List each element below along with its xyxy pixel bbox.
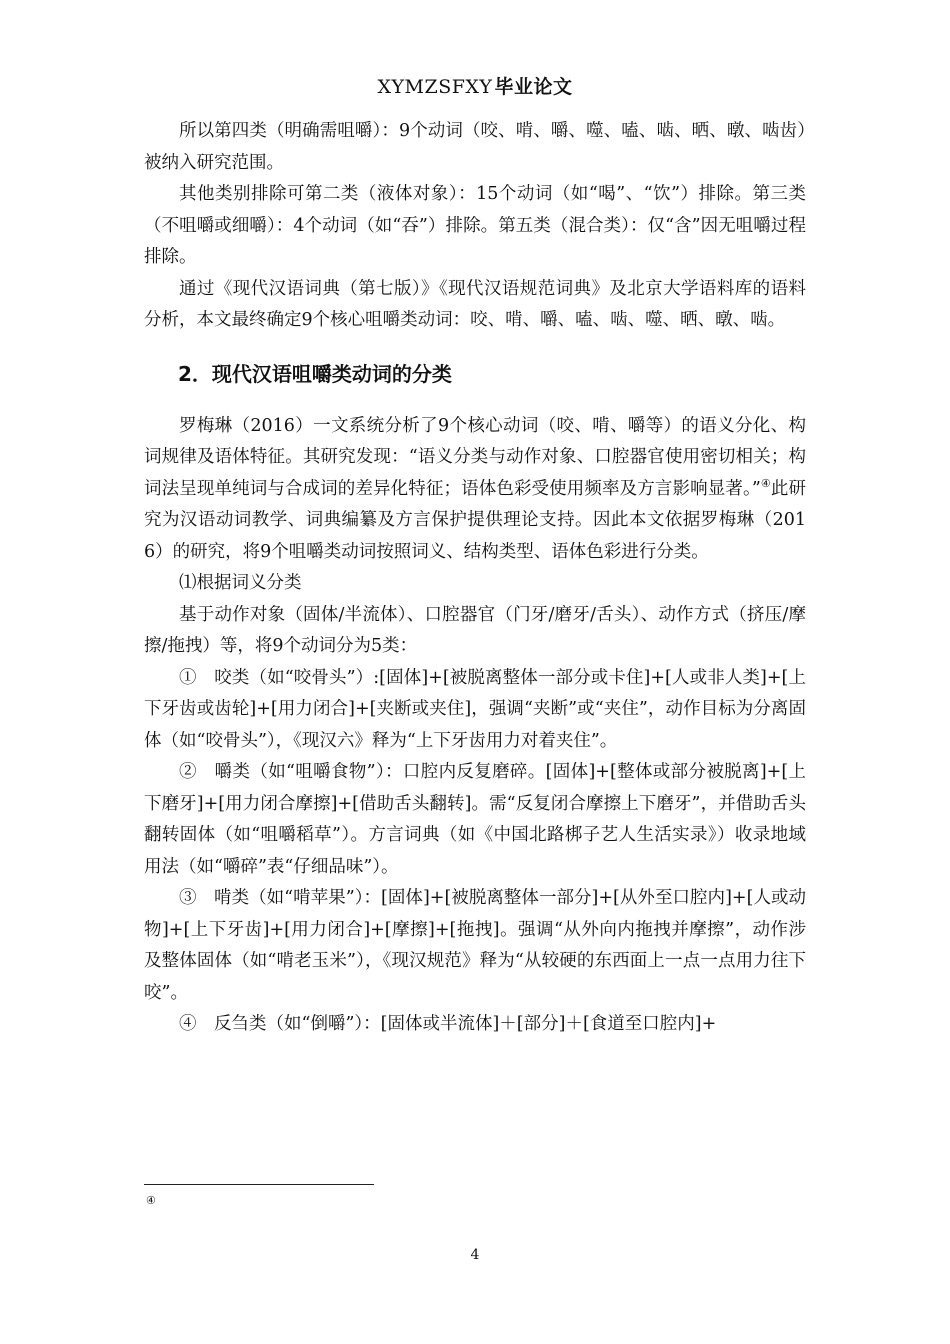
paragraph: 其他类别排除可第二类（液体对象）：15个动词（如“喝”、“饮”）排除。第三类（不咀嚼或细嚼）：4个动词（如“吞”）排除。第五类（混合类）：仅“含”因无咀嚼过程排除。 — [144, 184, 806, 267]
list-item: ③ 啃类（如“啃苹果”）：[固体]+[被脱离整体一部分]+[从外至口腔内]+[人或动物]+[上下牙齿]+[用力闭合]+[摩擦]+[拖拽]。强调“从外向内拖拽并摩擦”，动作涉及整体固体（如“啃老玉米”），《现汉规范》释为“从较硬的东西面上一点一点用力往下咬”。 — [144, 888, 806, 1003]
paragraph — [144, 411, 806, 569]
paragraph: 所以第四类（明确需咀嚼）：9个动词（咬、啃、嚼、噬、嗑、啮、晒、暾、啮齿）被纳入研究范围。 — [144, 121, 806, 173]
page-header — [0, 72, 950, 99]
header-title: 毕业论文 — [494, 76, 573, 98]
list-item: ④ 反刍类（如“倒嚼”）：[固体或半流体]＋[部分]＋[食道至口腔内]+ — [179, 1014, 717, 1034]
list-item: ② 嚼类（如“咀嚼食物”）：口腔内反复磨碎。[固体]+[整体或部分被脱离]+[上下磨牙]+[用力闭合摩擦]+[借助舌头翻转]。需“反复闭合摩擦上下磨牙”，并借助舌头翻转固体（如“咀嚼稻草”）。方言词典（如《中国北路梆子艺人生活实录》）收录地域用法（如“嚼碎”表“仔细品味”）。 — [144, 762, 806, 877]
subheading: ⑴根据词义分类 — [179, 573, 302, 593]
footnote-marker: ④ — [146, 1194, 156, 1207]
section-heading: 2．现代汉语咀嚼类动词的分类 — [178, 361, 452, 386]
paragraph-text: 罗梅琳（2016）一文系统分析了9个核心动词（咬、啃、嚼等）的语义分化、构词规律及语体特征。其研究发现：“语义分类与动作对象、口腔器官使用密切相关；构词法呈现单纯词与合成词的差异化特征；语体色彩受使用频率及方言影响显著。” — [144, 415, 806, 499]
paragraph: 通过《现代汉语词典（第七版）》《现代汉语规范词典》及北京大学语料库的语料分析，本文最终确定9个核心咀嚼类动词：咬、啃、嚼、嗑、啮、噬、晒、暾、啮。 — [144, 278, 806, 330]
paragraph: 基于动作对象（固体/半流体）、口腔器官（门牙/磨牙/舌头）、动作方式（挤压/摩擦/拖拽）等，将9个动词分为5类： — [144, 604, 806, 656]
body-text — [144, 116, 806, 1041]
page-number: 4 — [470, 1247, 480, 1263]
paragraph-text: 此研究为汉语动词教学、词典编纂及方言保护提供理论支持。因此本文依据罗梅琳（2016）的研究，将9个咀嚼类动词按照词义、结构类型、语体色彩进行分类。 — [144, 478, 807, 562]
list-item: ① 咬类（如“咬骨头”）:[固体]+[被脱离整体一部分或卡住]+[人或非人类]+[上下牙齿或齿轮]+[用力闭合]+[夹断或夹住]，强调“夹断”或“夹住”，动作目标为分离固体（如“咬骨头”），《现汉六》释为“上下牙齿用力对着夹住”。 — [144, 667, 806, 751]
footnote-divider — [144, 1184, 374, 1185]
footnote-reference[interactable]: ④ — [760, 476, 771, 490]
header-latin: XYMZSFXY — [377, 76, 493, 98]
